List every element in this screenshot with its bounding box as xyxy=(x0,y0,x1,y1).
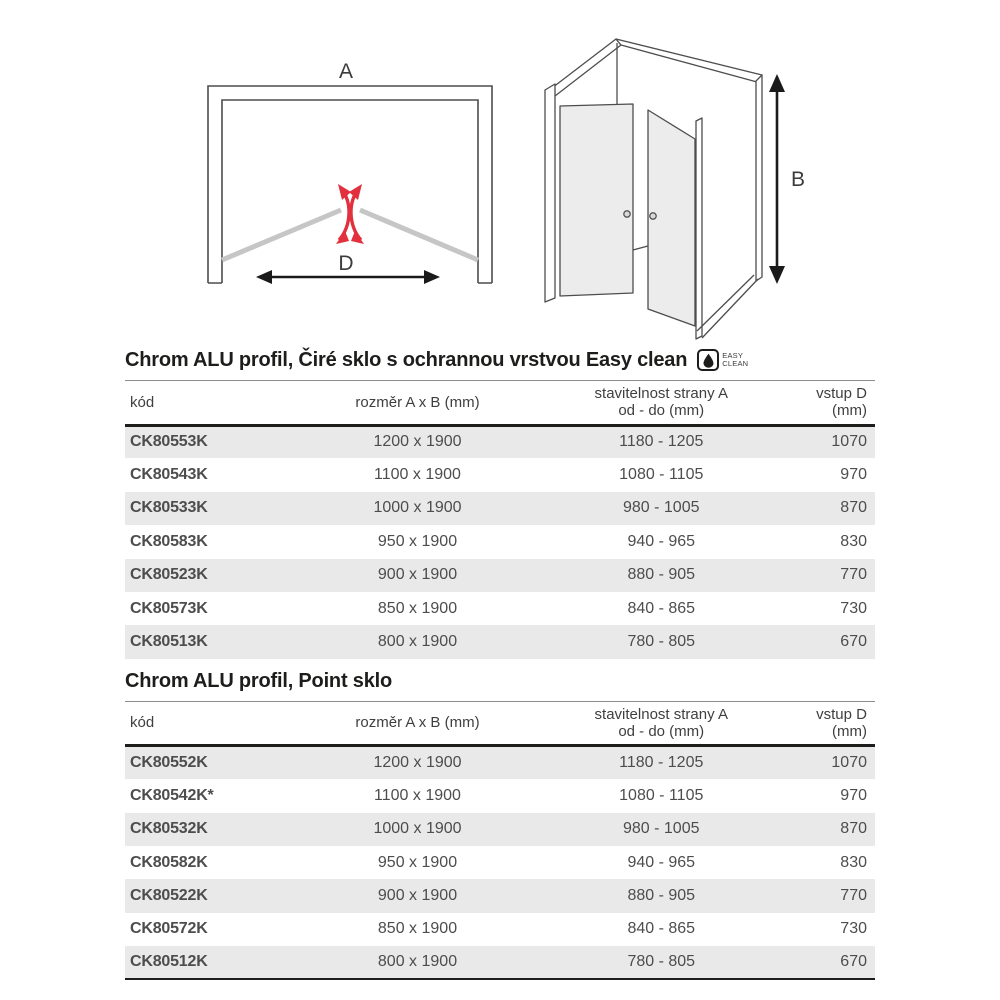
product-code: CK80552K xyxy=(130,754,208,772)
product-code: CK80513K xyxy=(130,633,208,651)
left-wall-post xyxy=(545,84,555,302)
left-door-knob-icon xyxy=(624,211,630,217)
product-code: CK80572K xyxy=(130,920,208,938)
left-swing-arrow-icon xyxy=(336,184,351,244)
product-code: CK80512K xyxy=(130,953,208,971)
easy-clean-badge xyxy=(697,349,748,371)
product-range: 880 - 905 xyxy=(627,886,696,904)
product-range: 780 - 805 xyxy=(627,633,696,651)
perspective-diagram xyxy=(535,26,820,356)
table-row xyxy=(125,458,875,491)
table-row xyxy=(125,525,875,558)
table-row xyxy=(125,779,875,812)
easy-clean-drop-icon xyxy=(697,349,719,371)
product-range: 1080 - 1105 xyxy=(619,786,704,804)
product-entry: 670 xyxy=(840,633,867,651)
product-entry: 830 xyxy=(840,532,867,550)
table-point-sklo xyxy=(125,702,875,981)
table-row xyxy=(125,846,875,879)
right-door-knob-icon xyxy=(650,213,656,219)
product-size: 900 x 1900 xyxy=(377,566,458,584)
table-row xyxy=(125,946,875,979)
product-range: 980 - 1005 xyxy=(622,499,700,517)
product-size: 1000 x 1900 xyxy=(373,499,462,517)
table-row xyxy=(125,492,875,525)
product-range: 1180 - 1205 xyxy=(619,754,704,772)
right-wall-post xyxy=(756,75,762,281)
product-entry: 730 xyxy=(840,599,867,617)
product-code: CK80573K xyxy=(130,599,208,617)
table-row xyxy=(125,592,875,625)
product-range: 940 - 965 xyxy=(627,532,696,550)
dim-label-b: B xyxy=(791,168,806,191)
col-header-stavitelnost: stavitelnost strany A od - do (mm) xyxy=(594,705,728,740)
product-size: 800 x 1900 xyxy=(377,953,458,971)
top-rail-right xyxy=(616,39,762,82)
product-entry: 870 xyxy=(840,820,867,838)
table-row xyxy=(125,746,875,779)
product-entry: 970 xyxy=(840,466,867,484)
section2-title: Chrom ALU profil, Point sklo xyxy=(125,669,392,692)
product-range: 840 - 865 xyxy=(627,920,696,938)
product-code: CK80533K xyxy=(130,499,208,517)
top-rail-left xyxy=(548,39,621,96)
col-header-rozmer: rozměr A x B (mm) xyxy=(355,393,480,411)
height-arrow xyxy=(769,74,785,284)
col-header-kod: kód xyxy=(130,714,155,732)
product-size: 950 x 1900 xyxy=(377,532,458,550)
table-row xyxy=(125,879,875,912)
col-header-kod: kód xyxy=(130,393,155,411)
product-size: 1100 x 1900 xyxy=(374,786,461,804)
section2-title-row xyxy=(125,669,875,702)
section1-title-row xyxy=(125,348,875,381)
product-code: CK80532K xyxy=(130,820,208,838)
col-header-stavitelnost: stavitelnost strany A od - do (mm) xyxy=(594,385,728,420)
product-range: 880 - 905 xyxy=(627,566,696,584)
door-connector-line xyxy=(633,246,648,250)
product-entry: 770 xyxy=(840,566,867,584)
product-range: 1080 - 1105 xyxy=(619,466,704,484)
product-range: 840 - 865 xyxy=(627,599,696,617)
table-row xyxy=(125,559,875,592)
product-code: CK80522K xyxy=(130,886,208,904)
section1-title: Chrom ALU profil, Čiré sklo s ochrannou vrstvou Easy clean xyxy=(125,349,688,371)
side-wall-bottom-rail-inner xyxy=(697,275,754,331)
product-size: 950 x 1900 xyxy=(377,853,458,871)
product-entry: 970 xyxy=(840,786,867,804)
col-header-vstup: vstup D (mm) xyxy=(816,385,867,420)
product-range: 980 - 1005 xyxy=(622,820,700,838)
product-size: 850 x 1900 xyxy=(377,599,458,617)
left-door-glass-line xyxy=(222,210,341,260)
catalog-content xyxy=(125,348,875,980)
product-entry: 1070 xyxy=(831,433,867,451)
table-row xyxy=(125,813,875,846)
product-entry: 1070 xyxy=(831,754,867,772)
product-range: 940 - 965 xyxy=(627,853,696,871)
product-size: 1200 x 1900 xyxy=(373,754,462,772)
product-size: 900 x 1900 xyxy=(377,886,458,904)
table-row xyxy=(125,913,875,946)
table-header-row xyxy=(125,381,875,425)
product-code: CK80583K xyxy=(130,532,208,550)
dim-label-a: A xyxy=(338,60,354,83)
product-range: 780 - 805 xyxy=(627,953,696,971)
side-wall-edge xyxy=(696,118,702,339)
product-size: 800 x 1900 xyxy=(377,633,458,651)
table-easy-clean xyxy=(125,381,875,659)
product-code: CK80523K xyxy=(130,566,208,584)
product-code: CK80553K xyxy=(130,433,208,451)
product-code: CK80543K xyxy=(130,466,208,484)
product-size: 850 x 1900 xyxy=(377,920,458,938)
table-row xyxy=(125,425,875,458)
product-entry: 670 xyxy=(840,953,867,971)
product-entry: 770 xyxy=(840,886,867,904)
front-view-diagram xyxy=(190,48,510,298)
product-entry: 730 xyxy=(840,920,867,938)
product-size: 1200 x 1900 xyxy=(373,433,462,451)
col-header-rozmer: rozměr A x B (mm) xyxy=(355,714,480,732)
table-row xyxy=(125,625,875,658)
side-wall-bottom-rail-outer xyxy=(702,279,758,338)
left-door-panel xyxy=(560,104,633,296)
col-header-vstup: vstup D (mm) xyxy=(816,705,867,740)
product-size: 1100 x 1900 xyxy=(374,466,461,484)
product-range: 1180 - 1205 xyxy=(619,433,704,451)
product-entry: 830 xyxy=(840,853,867,871)
right-door-glass-line xyxy=(360,210,478,260)
dim-label-d: D xyxy=(338,252,354,275)
product-entry: 870 xyxy=(840,499,867,517)
product-code: CK80542K* xyxy=(130,786,214,804)
table-header-row xyxy=(125,702,875,746)
product-size: 1000 x 1900 xyxy=(373,820,462,838)
product-code: CK80582K xyxy=(130,853,208,871)
easy-clean-label: EASY CLEAN xyxy=(722,351,749,368)
right-swing-arrow-icon xyxy=(349,184,364,244)
